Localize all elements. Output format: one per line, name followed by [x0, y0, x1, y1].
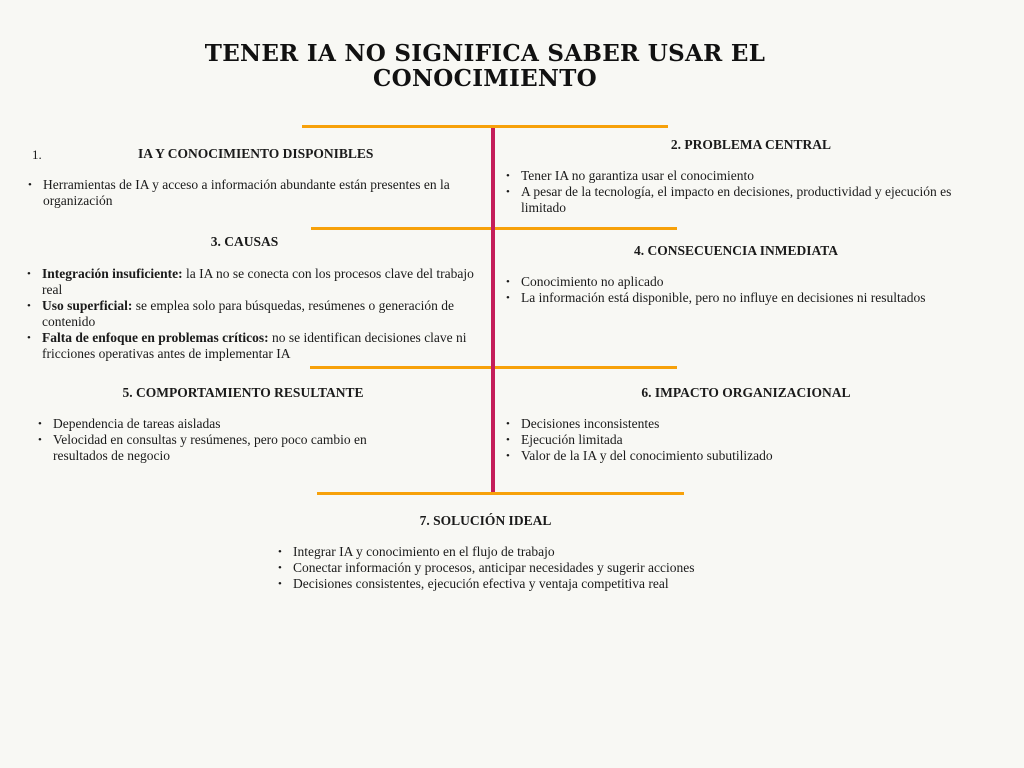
section-heading: 6. IMPACTO ORGANIZACIONAL [641, 385, 851, 400]
item-text: la IA no se conecta con los procesos clave del trabajo real [42, 266, 474, 297]
section-problema-central [506, 137, 976, 216]
section-heading: 5. COMPORTAMIENTO RESULTANTE [122, 385, 364, 400]
bullet-icon: • [27, 300, 31, 312]
list-item [38, 432, 478, 464]
list-item [278, 544, 703, 560]
item-text: Tener IA no garantiza usar el conocimiento [521, 168, 754, 183]
item-text: Herramientas de IA y acceso a información abundante están presentes en la organización [43, 177, 450, 208]
bullet-icon: • [38, 418, 42, 430]
divider-line-4 [317, 492, 684, 495]
section-heading: 4. CONSECUENCIA INMEDIATA [634, 243, 838, 258]
item-text: se emplea solo para búsquedas, resúmenes o generación de contenido [42, 298, 455, 329]
bullet-icon: • [27, 268, 31, 280]
bullet-icon: • [278, 562, 282, 574]
list-item [506, 290, 1006, 306]
section-consecuencia-inmediata [506, 243, 1006, 306]
section-impacto-organizacional [506, 385, 976, 464]
list-item [38, 416, 478, 432]
bullet-list [278, 544, 703, 592]
item-text: Dependencia de tareas aisladas [53, 416, 221, 431]
section-heading: 2. PROBLEMA CENTRAL [670, 137, 832, 152]
bullet-icon: • [506, 434, 510, 446]
item-text: Valor de la IA y del conocimiento subutilizado [521, 448, 773, 463]
item-text: Ejecución limitada [521, 432, 623, 447]
bullet-icon: • [38, 434, 42, 446]
bullet-icon: • [278, 546, 282, 558]
list-item [27, 266, 482, 298]
list-item [506, 416, 976, 432]
section-causas [27, 234, 482, 362]
bullet-icon: • [506, 186, 510, 198]
item-bold-label: Falta de enfoque en problemas críticos: [42, 330, 269, 345]
bullet-icon: • [506, 170, 510, 182]
item-text: Integrar IA y conocimiento en el flujo de trabajo [293, 544, 555, 559]
section-solucion-ideal [278, 513, 703, 592]
item-text: Decisiones inconsistentes [521, 416, 660, 431]
list-item [506, 184, 976, 216]
section-comportamiento-resultante [38, 385, 478, 464]
list-item [27, 298, 482, 330]
section-heading: 7. SOLUCIÓN IDEAL [419, 513, 552, 528]
bullet-icon: • [27, 332, 31, 344]
section-heading: IA Y CONOCIMIENTO DISPONIBLES [138, 146, 374, 161]
divider-line-1 [302, 125, 668, 128]
list-item [27, 330, 482, 362]
item-text: A pesar de la tecnología, el impacto en decisiones, productividad y ejecución es limitado [521, 184, 952, 215]
list-item [506, 448, 976, 464]
section-heading: 3. CAUSAS [210, 234, 279, 249]
bullet-icon: • [506, 276, 510, 288]
section-number: 1. [32, 147, 42, 162]
list-item [278, 576, 703, 592]
list-item [506, 168, 976, 184]
item-text: Decisiones consistentes, ejecución efectiva y ventaja competitiva real [293, 576, 669, 591]
bullet-icon: • [506, 450, 510, 462]
bullet-list [506, 416, 976, 464]
section-ia-conocimiento [28, 146, 488, 209]
item-text: La información está disponible, pero no influye en decisiones ni resultados [521, 290, 926, 305]
item-text: Conectar información y procesos, anticipar necesidades y sugerir acciones [293, 560, 695, 575]
central-vertical-line [491, 128, 495, 492]
list-item [506, 432, 976, 448]
title-line-2: CONOCIMIENTO [373, 65, 597, 92]
bullet-list [28, 177, 488, 209]
bullet-icon: • [28, 179, 32, 191]
bullet-list [38, 416, 478, 464]
bullet-icon: • [506, 292, 510, 304]
item-bold-label: Integración insuficiente: [42, 266, 183, 281]
list-item [278, 560, 703, 576]
bullet-icon: • [506, 418, 510, 430]
item-text: Velocidad en consultas y resúmenes, pero poco cambio en resultados de negocio [53, 432, 367, 463]
item-text: no se identifican decisiones clave ni fricciones operativas antes de implementar IA [42, 330, 467, 361]
bullet-icon: • [278, 578, 282, 590]
bullet-list [506, 168, 976, 216]
item-bold-label: Uso superficial: [42, 298, 133, 313]
list-item [506, 274, 1006, 290]
page-title [150, 41, 820, 91]
title-line-1: TENER IA NO SIGNIFICA SABER USAR EL [204, 40, 766, 67]
list-item [28, 177, 488, 209]
item-text: Conocimiento no aplicado [521, 274, 664, 289]
bullet-list [506, 274, 1006, 306]
bullet-list [27, 266, 482, 362]
